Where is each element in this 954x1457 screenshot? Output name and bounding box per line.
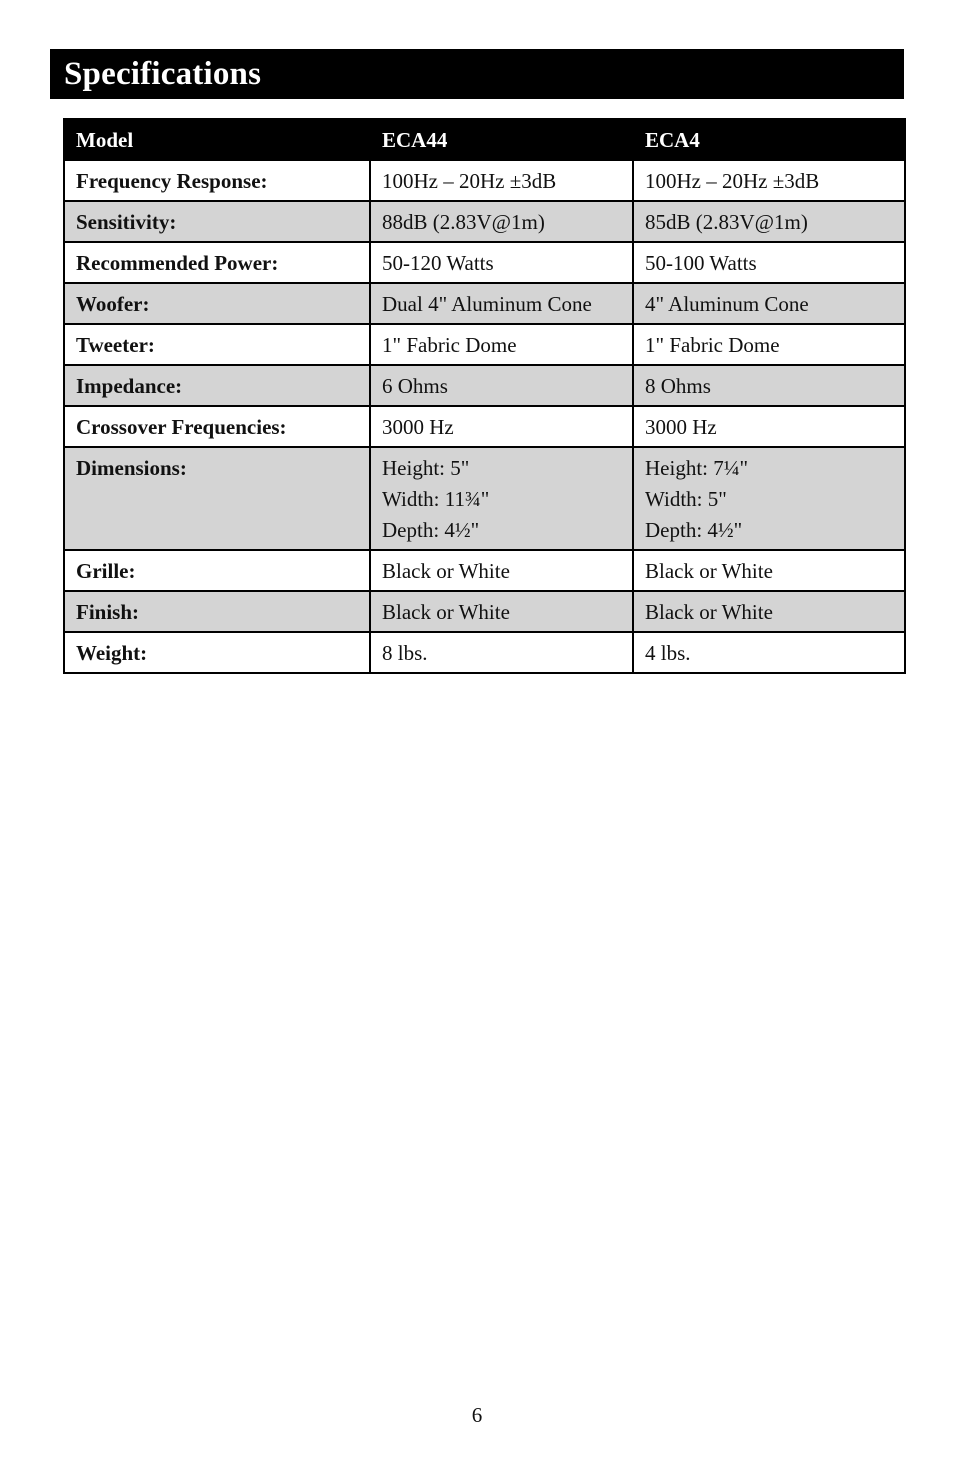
header-eca44: ECA44 xyxy=(370,119,633,160)
header-model: Model xyxy=(64,119,370,160)
eca44-height: Height: 5" xyxy=(382,456,470,480)
eca4-value: 8 Ohms xyxy=(633,365,905,406)
table-row xyxy=(64,406,905,447)
row-label: Frequency Response: xyxy=(64,160,370,201)
eca4-value: 1" Fabric Dome xyxy=(633,324,905,365)
specifications-table xyxy=(63,118,906,674)
eca44-value: 50-120 Watts xyxy=(370,242,633,283)
row-label: Impedance: xyxy=(64,365,370,406)
eca44-value: Black or White xyxy=(370,550,633,591)
eca4-value: 3000 Hz xyxy=(633,406,905,447)
eca4-height: Height: 7¼" xyxy=(645,456,749,480)
eca44-value: Dual 4" Aluminum Cone xyxy=(370,283,633,324)
table-row xyxy=(64,550,905,591)
row-label: Woofer: xyxy=(64,283,370,324)
table-row xyxy=(64,447,905,550)
eca4-value: Black or White xyxy=(633,591,905,632)
eca4-value: 50-100 Watts xyxy=(633,242,905,283)
eca44-depth: Depth: 4½" xyxy=(382,518,480,542)
eca4-depth: Depth: 4½" xyxy=(645,518,743,542)
eca44-value: Black or White xyxy=(370,591,633,632)
page-number: 6 xyxy=(471,1403,483,1427)
table-row xyxy=(64,324,905,365)
eca44-width: Width: 11¾" xyxy=(382,487,490,511)
eca44-value: 3000 Hz xyxy=(370,406,633,447)
eca44-value: 8 lbs. xyxy=(370,632,633,673)
table-row xyxy=(64,283,905,324)
row-label: Finish: xyxy=(64,591,370,632)
eca44-value: 88dB (2.83V@1m) xyxy=(370,201,633,242)
row-label: Tweeter: xyxy=(64,324,370,365)
row-label: Weight: xyxy=(64,632,370,673)
row-label: Recommended Power: xyxy=(64,242,370,283)
row-label: Dimensions: xyxy=(64,447,370,550)
row-label: Crossover Frequencies: xyxy=(64,406,370,447)
eca44-value: 6 Ohms xyxy=(370,365,633,406)
eca44-value: 1" Fabric Dome xyxy=(370,324,633,365)
table-row xyxy=(64,591,905,632)
table-row xyxy=(64,242,905,283)
table-row xyxy=(64,632,905,673)
table-row xyxy=(64,365,905,406)
eca44-value: 100Hz – 20Hz ±3dB xyxy=(370,160,633,201)
section-banner xyxy=(50,49,904,99)
row-label: Sensitivity: xyxy=(64,201,370,242)
table-row xyxy=(64,160,905,201)
table-header-row xyxy=(64,119,905,160)
eca4-value: 4 lbs. xyxy=(633,632,905,673)
table-row xyxy=(64,201,905,242)
page-title: Specifications xyxy=(64,56,262,92)
eca4-value: 85dB (2.83V@1m) xyxy=(633,201,905,242)
eca4-value: 100Hz – 20Hz ±3dB xyxy=(633,160,905,201)
eca4-dimensions xyxy=(633,447,905,550)
eca4-value: Black or White xyxy=(633,550,905,591)
row-label: Grille: xyxy=(64,550,370,591)
header-eca4: ECA4 xyxy=(633,119,905,160)
eca4-value: 4" Aluminum Cone xyxy=(633,283,905,324)
eca4-width: Width: 5" xyxy=(645,487,727,511)
eca44-dimensions xyxy=(370,447,633,550)
